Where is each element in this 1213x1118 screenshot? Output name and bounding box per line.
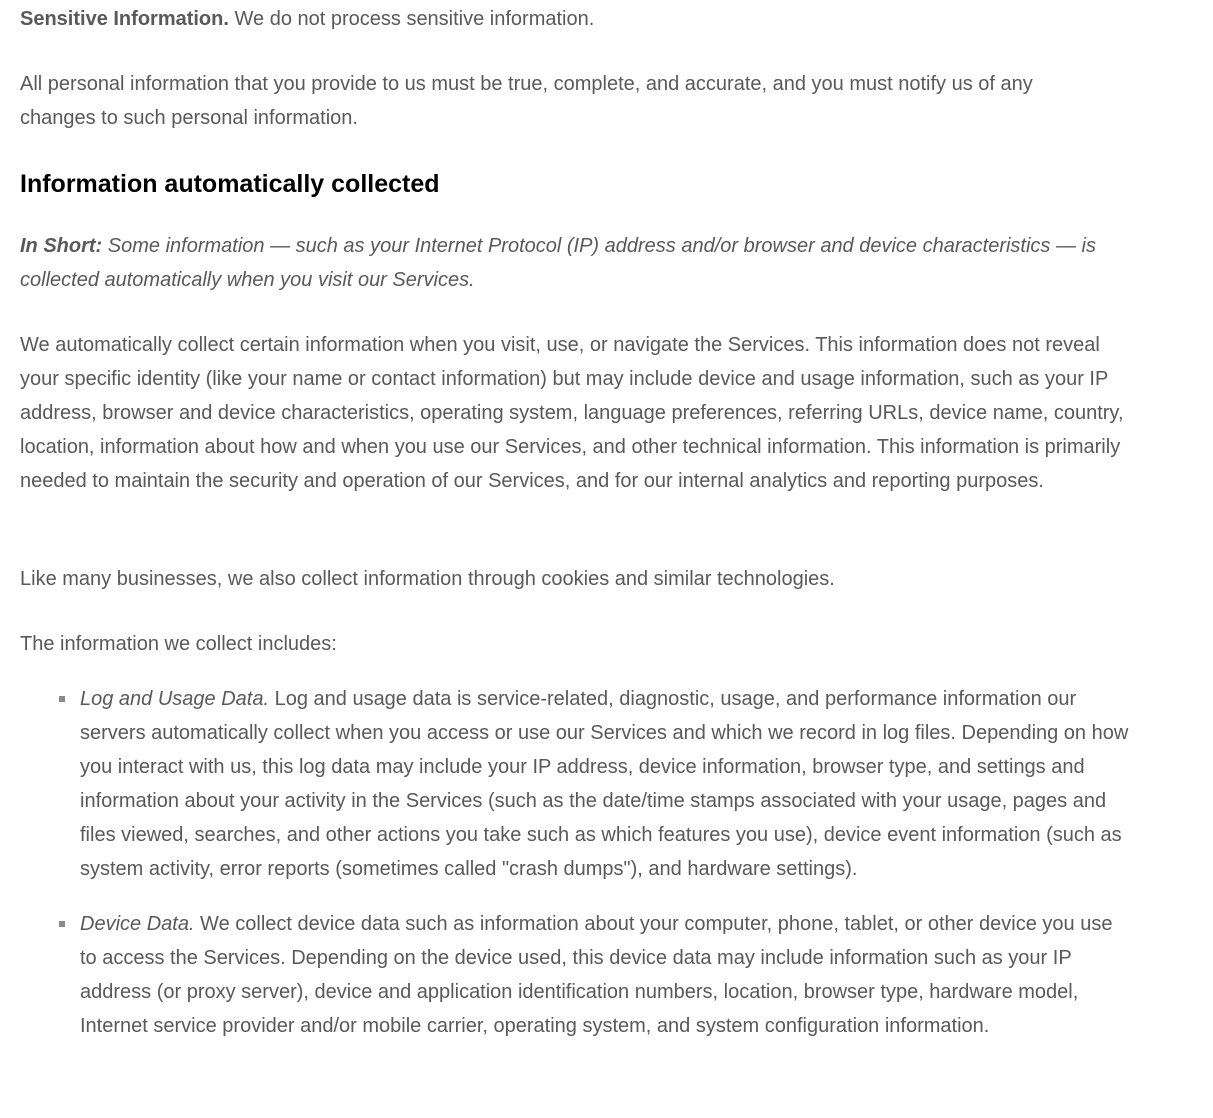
automatic-collection-paragraph: We automatically collect certain information when you visit, use, or navigate the Services. This information does not reveal your specific identity (like your name or contact information) but may include device and usage information, such as your IP address, browser and device characteristics, operating system, language preferences, referring URLs, device name, country, location, information about how and when you use our Services, and other technical information. This information is primarily needed to maintain the security and operation of our Services, and for our internal analytics and reporting purposes. (20, 334, 1124, 492)
list-item-title: Device Data. (80, 913, 195, 935)
sensitive-information-label: Sensitive Information. (20, 8, 229, 30)
section-heading: Information automatically collected (20, 170, 440, 198)
sensitive-information-paragraph (20, 2, 1130, 36)
list-item (80, 682, 1130, 886)
collect-includes-paragraph: The information we collect includes: (20, 633, 337, 655)
in-short-text: Some information — such as your Internet Protocol (IP) address and/or browser and device characteristics — is collected automatically when you visit our Services. (20, 235, 1096, 291)
in-short-label: In Short: (20, 235, 103, 257)
square-bullet-icon (59, 921, 65, 927)
in-short-paragraph (20, 229, 1120, 297)
list-item-title: Log and Usage Data. (80, 688, 270, 710)
list-item-text: We collect device data such as information about your computer, phone, tablet, or other device you use to access the Services. Depending on the device used, this device data may include information such as your IP address (or proxy server), device and application identification numbers, location, browser type, hardware model, Internet service provider and/or mobile carrier, operating system, and system configuration information. (80, 913, 1113, 1037)
cookies-paragraph: Like many businesses, we also collect information through cookies and similar technologies. (20, 568, 835, 590)
sensitive-information-text: We do not process sensitive information. (228, 8, 595, 30)
list-item-text: Log and usage data is service-related, diagnostic, usage, and performance information our servers automatically collect when you access or use our Services and which we record in log files. Depending on how you interact with us, this log data may include your IP address, device information, browser type, and settings and information about your activity in the Services (such as the date/time stamps associated with your usage, pages and files viewed, searches, and other actions you take such as which features you use), device event information (such as system activity, error reports (sometimes called "crash dumps"), and hardware settings). (80, 688, 1129, 880)
list-item (80, 907, 1130, 1043)
accuracy-paragraph: All personal information that you provide to us must be true, complete, and accurate, and you must notify us of any changes to such personal information. (20, 73, 1033, 129)
collected-information-list (20, 682, 1130, 1064)
square-bullet-icon (59, 696, 65, 702)
